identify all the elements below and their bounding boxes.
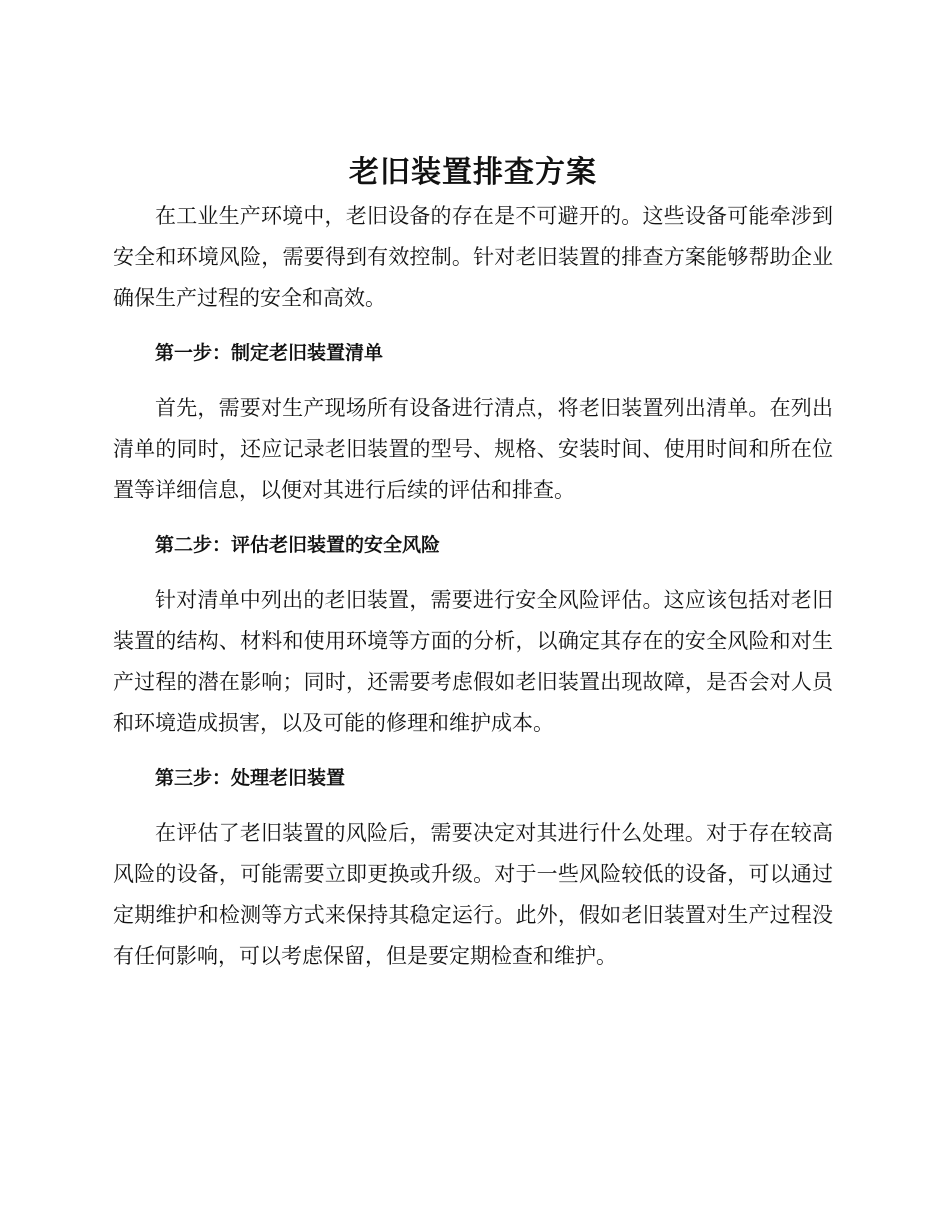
section-1-heading: 第一步：制定老旧装置清单 [155,342,384,364]
section-3-paragraph: 在评估了老旧装置的风险后，需要决定对其进行什么处理。对于存在较高风险的设备，可能需要立即更换或升级。对于一些风险较低的设备，可以通过定期维护和检测等方式来保持其稳定运行。此外，假如老旧装置对生产过程没有任何影响，可以考虑保留，但是要定期检查和维护。 [113,821,833,968]
intro-paragraph: 在工业生产环境中，老旧设备的存在是不可避开的。这些设备可能牵涉到安全和环境风险，需要得到有效控制。针对老旧装置的排查方案能够帮助企业确保生产过程的安全和高效。 [113,204,833,310]
document-title: 老旧装置排查方案 [349,155,597,190]
document-page [113,150,833,977]
section-3-heading: 第三步：处理老旧装置 [155,767,346,789]
section-1-paragraph: 首先，需要对生产现场所有设备进行清点，将老旧装置列出清单。在列出清单的同时，还应记录老旧装置的型号、规格、安装时间、使用时间和所在位置等详细信息，以便对其进行后续的评估和排查。 [113,396,833,502]
section-2-paragraph: 针对清单中列出的老旧装置，需要进行安全风险评估。这应该包括对老旧装置的结构、材料和使用环境等方面的分析，以确定其存在的安全风险和对生产过程的潜在影响；同时，还需要考虑假如老旧装置出现故障，是否会对人员和环境造成损害，以及可能的修理和维护成本。 [113,588,833,735]
section-2-heading: 第二步：评估老旧装置的安全风险 [155,534,441,556]
